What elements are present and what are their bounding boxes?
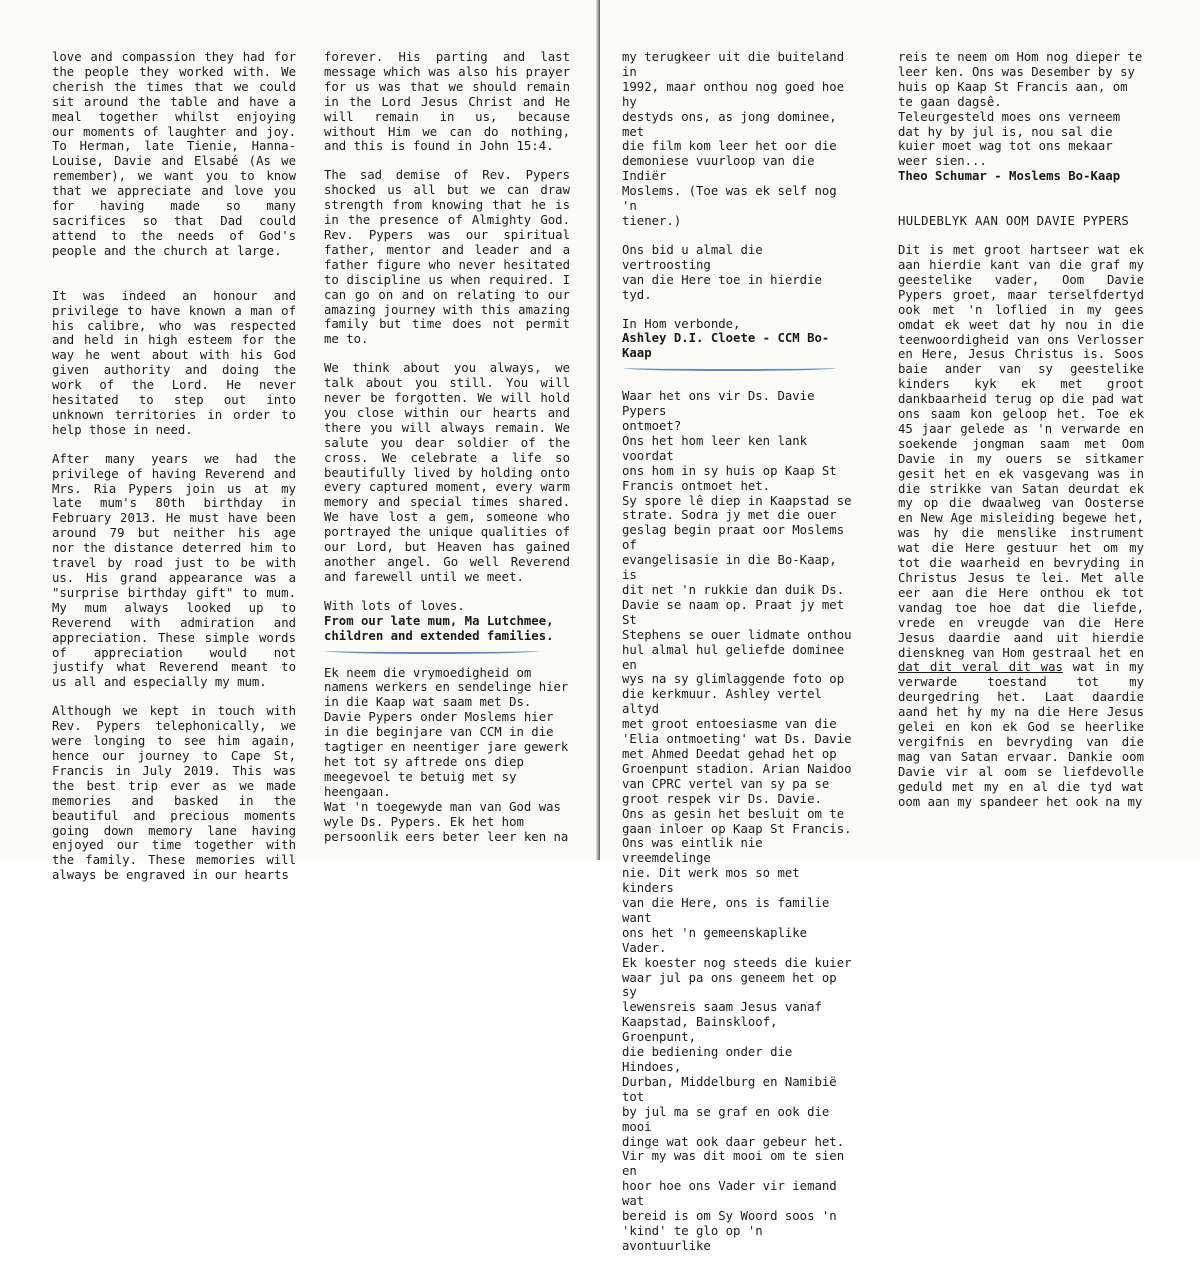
paragraph: It was indeed an honour and privilege to have known a man of his calibre, who was respected and held in high esteem for the way he went about with his God given authority and doing the work of the Lord. He never hesitated to step out into unknown territories in order to help those in need. [52,288,296,437]
paragraph: Waar het ons vir Ds. Davie Pypers ontmoet? Ons het hom leer ken lank voordat ons hom in sy huis op Kaap St Francis ontmoet het. Sy spore lê diep in Kaapstad se strate. Sodra jy met die ouer geslag begin praat oor Moslems of evangelisasie in die Bo-Kaap, is dit net 'n rukkie dan duik Ds. Davie se naam op. Praat jy met St Stephens se ouer lidmate onthou hul almal hul geliefde dominee en wys na sy glimlaggende foto op die kerkmuur. Ashley vertel altyd met groot entoesiasme van die 'Elia ontmoeting' wat Ds. Davie met Ahmed Deedat gehad het op Groenpunt stadion. Arian Naidoo van CPRC vertel van sy pa se groot respek vir Ds. Davie. Ons as gesin het besluit om te gaan inloer op Kaap St Francis. Ons was eintlik nie vreemdelinge nie. Dit werk mos so met kinders van die Here, ons is familie want ons het 'n gemeenskaplike Vader. Ek koester nog steeds die kuier waar jul pa ons geneem het op sy lewensreis saam Jesus vanaf Kaapstad, Bainskloof, Groenpunt, die bediening onder die Hindoes, Durban, Middelburg en Namibië tot by jul ma se graf en ook die mooi dinge wat ook daar gebeur het. Vir my was dit mooi om te sien en hoor hoe ons Vader vir iemand wat bereid is om Sy Woord soos 'n 'kind' te glo op 'n avontuurlike [622,389,852,1253]
tribute-text-part-2: wat in my verwarde toestand tot my deurgedring het. Laat daardie aand het hy my na die Here Jesus gelei en kon ek God se heerlike vergifnis en bevryding van die mag van Satan ervaar. Dankie oom Davie vir al oom se liefdevolle geduld met my en al die tyd wat oom aan my spandeer het ook na my [898,660,1144,809]
pen-underline [624,365,836,371]
underlined-phrase: dat dit veral dit was [898,660,1063,675]
paragraph: After many years we had the privilege of having Reverend and Mrs. Ria Pypers join us at my late mum's 80th birthday in February 2013. He must have been around 79 but neither his age nor the distance deterred him to travel by road just to be with us. His grand appearance was a "surprise birthday gift" to mum. My mum always looked up to Reverend with admiration and appreciation. These simple words of appreciation would not justify what Reverend meant to us all and especially my mum. [52,451,296,690]
sign-off: In Hom verbonde, [622,316,741,331]
paragraph-afrikaans: Ek neem die vrymoedigheid om namens werkers en sendelinge hier in die Kaap wat saam met Ds. Davie Pypers onder Moslems hier in die beginjare van CCM in die tagtiger en neentiger jare gewerk het tot sy aftrede ons diep meegevoel te betuig met sy heengaan. Wat 'n toegewyde man van God was wyle Ds. Pypers. Ek het hom persoonlik eers beter leer ken na [324,665,569,844]
paragraph [898,243,1144,809]
paragraph: Although we kept in touch with Rev. Pypers telephonically, we were longing to see him again, hence our journey to Cape St, Francis in July 2019. This was the best trip ever as we made memories and basked in the beautiful and precious moments going down memory lane having enjoyed our time together with the family. These memories will always be engraved in our hearts [52,704,296,883]
paragraph: love and compassion they had for the people they worked with. We cherish the times that we could sit around the table and have a meal together whilst enjoying our moments of laughter and joy. To Herman, late Tienie, Hanna-Louise, Davie and Elsabé (As we remember), we want you to know that we appreciate and love you for having made so many sacrifices so that Dad could attend to the needs of God's people and the church at large. [52,50,296,258]
paragraph: Ons bid u almal die vertroosting van die Here toe in hierdie tyd. [622,242,822,302]
tribute-text-part-1: Dit is met groot hartseer wat ek aan hierdie kant van die graf my geestelike vader, Oom Davie Pypers groet, maar terselfdertyd ook met 'n loflied in my gees omdat ek weet dat hy nou in die teenwoordigheid van ons Verlosser en Here, Jesus Christus is. Soos baie ander van sy geestelike kinders kyk ek met groot dankbaarheid terug op die pad wat ons saam kon geloop het. Toe ek 45 jaar gelede as 'n verwarde en soekende jongman saam met Oom Davie in my ouers se sitkamer gesit het en ek vasgevang was in die strikke van Satan deurdat ek my op die dwaalweg van Oosterse en New Age misleiding begewe het, was hy die menslike instrument wat die Here gestuur het om my tot die waarheid en bevryding in Christus Jesus te lei. Met alle eer aan die Here onthou ek tot vandag toe hoe dat die liefde, vrede en vreugde van die Here Jesus daardie aand uit hierdie dienskneg van Hom gestraal het en [898,243,1144,660]
paragraph: forever. His parting and last message which was also his prayer for us was that we should remain in the Lord Jesus Christ and He will remain in us, because without Him we can do nothing, and this is found in John 15:4. [324,50,570,154]
tribute-heading: HULDEBLYK AAN OOM DAVIE PYPERS [898,214,1130,229]
signature-family: From our late mum, Ma Lutchmee, children and extended families. [324,613,554,643]
tribute-english [324,50,570,585]
signature-schumar: Theo Schumar - Moslems Bo-Kaap [898,169,1121,184]
right-page [600,0,1200,1253]
paragraph: We think about you always, we talk about you still. You will never be forgotten. We will hold you close within our hearts and there you will always remain. We salute you dear soldier of the cross. We celebrate a life so beautifully lived by holding onto every captured moment, every warm memory and special times shared. We have lost a gem, someone who portrayed the unique qualities of our Lord, but Heaven has gained another angel. Go well Reverend and farewell until we meet. [324,361,570,584]
paragraph: my terugkeer uit die buiteland in 1992, maar onthou nog goed hoe hy destyds ons, as jong dominee, met die film kom leer het oor die demoniese vuurloop van die Indiër Moslems. (Toe was ek self nog 'n tiener.) [622,50,845,228]
left-page [0,0,600,883]
signature-cloete: Ashley D.I. Cloete - CCM Bo-Kaap [622,331,830,361]
paragraph: The sad demise of Rev. Pypers shocked us all but we can draw strength from knowing that he is in the presence of Almighty God. Rev. Pypers was our spiritual father, mentor and leader and a father figure who never hesitated to discipline us when required. I can go on and on relating to our amazing journey with this amazing family but time does not permit me to. [324,168,570,347]
right-page-column-2 [898,50,1144,824]
paragraph: reis te neem om Hom nog dieper te leer ken. Ons was Desember by sy huis op Kaap St Francis aan, om te gaan dagsê. Teleurgesteld moes ons verneem dat hy by jul is, nou sal die kuier moet wag tot ons mekaar weer sien... [898,50,1143,169]
closing-line: With lots of loves. [324,598,465,613]
left-page-column-2 [324,50,570,858]
pen-underline [326,648,538,654]
left-page-column-1 [52,50,296,897]
right-page-column-1 [622,50,858,1268]
